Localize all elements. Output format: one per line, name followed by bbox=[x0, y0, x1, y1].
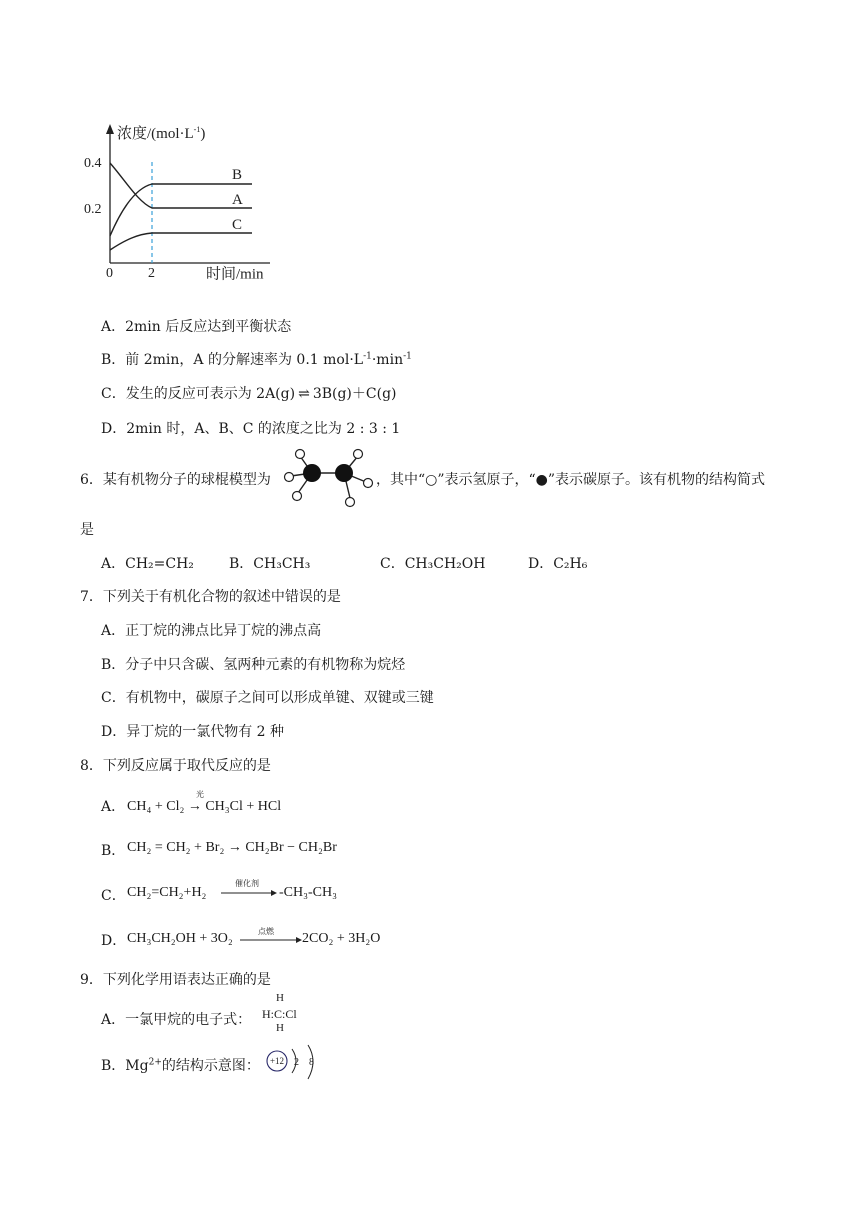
curve-b bbox=[110, 184, 252, 236]
curve-c bbox=[110, 233, 252, 250]
y-axis-arrow bbox=[106, 124, 114, 134]
q8-d-condition: 点燃 bbox=[258, 927, 274, 936]
concentration-time-graph bbox=[70, 118, 300, 288]
hydrogen-atom bbox=[346, 498, 355, 507]
q8-option-d-right: 2CO₂ + 3H₂O bbox=[302, 931, 381, 946]
q8-option-d-left: CH₃CH₂OH + 3O₂ bbox=[127, 931, 233, 946]
shell-electrons-2: 8 bbox=[309, 1057, 314, 1068]
y-axis-label: 浓度$/(mol\cdot L^{-1})$ bbox=[117, 125, 206, 142]
hydrogen-atom bbox=[364, 479, 373, 488]
q9-option-a: A．一氯甲烷的电子式： bbox=[101, 1012, 252, 1028]
q9-option-b: B．$Mg^{2+}$的结构示意图： bbox=[101, 1057, 260, 1074]
electron-formula-top-h: H bbox=[276, 992, 284, 1004]
q6-stem-start: 6．某有机物分子的球棍模型为 bbox=[80, 472, 271, 488]
curve-a bbox=[110, 163, 252, 208]
q7-option-b: B．分子中只含碳、氢两种元素的有机物称为烷烃 bbox=[101, 657, 406, 673]
q7-stem: 7．下列关于有机化合物的叙述中错误的是 bbox=[80, 589, 341, 605]
q8-stem: 8．下列反应属于取代反应的是 bbox=[80, 758, 271, 774]
q5-option-b: B．前 2min，A 的分解速率为 0.1 $mol\cdot L^{-1}\cdot\min^{-1}$ bbox=[101, 351, 412, 368]
y-tick-label: 0.2 bbox=[84, 202, 102, 217]
hydrogen-atom bbox=[296, 450, 305, 459]
q8-option-c-right: -CH₃-CH₃ bbox=[279, 885, 337, 900]
electron-formula-middle: H:C:Cl bbox=[262, 1007, 297, 1021]
curve-label-c: C bbox=[232, 217, 243, 233]
q6-option-d: D．C₂H₆ bbox=[528, 556, 588, 572]
ball-and-stick-model bbox=[282, 446, 374, 510]
hydrogen-atom bbox=[285, 473, 294, 482]
q8-option-a-label: A． bbox=[101, 799, 126, 815]
q7-option-a: A．正丁烷的沸点比异丁烷的沸点高 bbox=[101, 623, 322, 639]
q7-option-d: D．异丁烷的一氯代物有 2 种 bbox=[101, 724, 285, 740]
q6-stem-cont: 是 bbox=[80, 522, 94, 538]
q8-option-c-left: CH₂=CH₂+H₂ bbox=[127, 885, 207, 900]
q8-option-b-label: B． bbox=[101, 843, 126, 859]
q8-option-a-equation: CH₄ + Cl₂ → CH₃Cl + HCl bbox=[127, 799, 282, 814]
curve-label-a: A bbox=[232, 192, 243, 208]
mg-ion-structure-diagram bbox=[264, 1043, 326, 1081]
q8-option-d-label: D． bbox=[101, 933, 127, 949]
q9-stem: 9．下列化学用语表达正确的是 bbox=[80, 972, 271, 988]
q8-a-condition: 光 bbox=[196, 790, 204, 799]
curve-label-b: B bbox=[232, 167, 243, 183]
q5-option-a: A．2min 后反应达到平衡状态 bbox=[101, 319, 292, 335]
q5-option-c: C．发生的反应可表示为 2A(g) ⇌ 3B(g)＋C(g) bbox=[101, 386, 397, 402]
q8-option-b-equation: CH₂ = CH₂ + Br₂ → CH₂Br − CH₂Br bbox=[127, 840, 337, 855]
nucleus-charge: +12 bbox=[269, 1056, 285, 1066]
q6-option-c: C．CH₃CH₂OH bbox=[380, 556, 486, 572]
carbon-atom bbox=[303, 464, 321, 482]
hydrogen-atom bbox=[293, 492, 302, 501]
q7-option-c: C．有机物中，碳原子之间可以形成单键、双键或三键 bbox=[101, 690, 434, 706]
q6-option-a: A．CH₂=CH₂ bbox=[101, 556, 194, 572]
x-tick-label: 2 bbox=[148, 266, 155, 282]
carbon-atom bbox=[335, 464, 353, 482]
electron-formula-bottom-h: H bbox=[276, 1022, 284, 1034]
q6-stem-end: ，其中“○”表示氢原子，“●”表示碳原子。该有机物的结构简式 bbox=[376, 472, 766, 488]
q8-c-condition: 催化剂 bbox=[235, 879, 259, 888]
q8-option-c-label: C． bbox=[101, 888, 126, 904]
q5-option-d: D．2min 时，A、B、C 的浓度之比为 2 : 3 : 1 bbox=[101, 421, 401, 437]
q8-d-arrow bbox=[240, 935, 302, 945]
hydrogen-atom bbox=[354, 450, 363, 459]
x-axis-label: 时间/min bbox=[206, 266, 264, 283]
y-tick-label: 0.4 bbox=[84, 156, 102, 171]
shell-electrons-1: 2 bbox=[294, 1057, 299, 1068]
q8-c-arrow bbox=[221, 888, 277, 898]
q6-option-b: B．CH₃CH₃ bbox=[229, 556, 311, 572]
x-tick-label: 0 bbox=[106, 266, 113, 282]
